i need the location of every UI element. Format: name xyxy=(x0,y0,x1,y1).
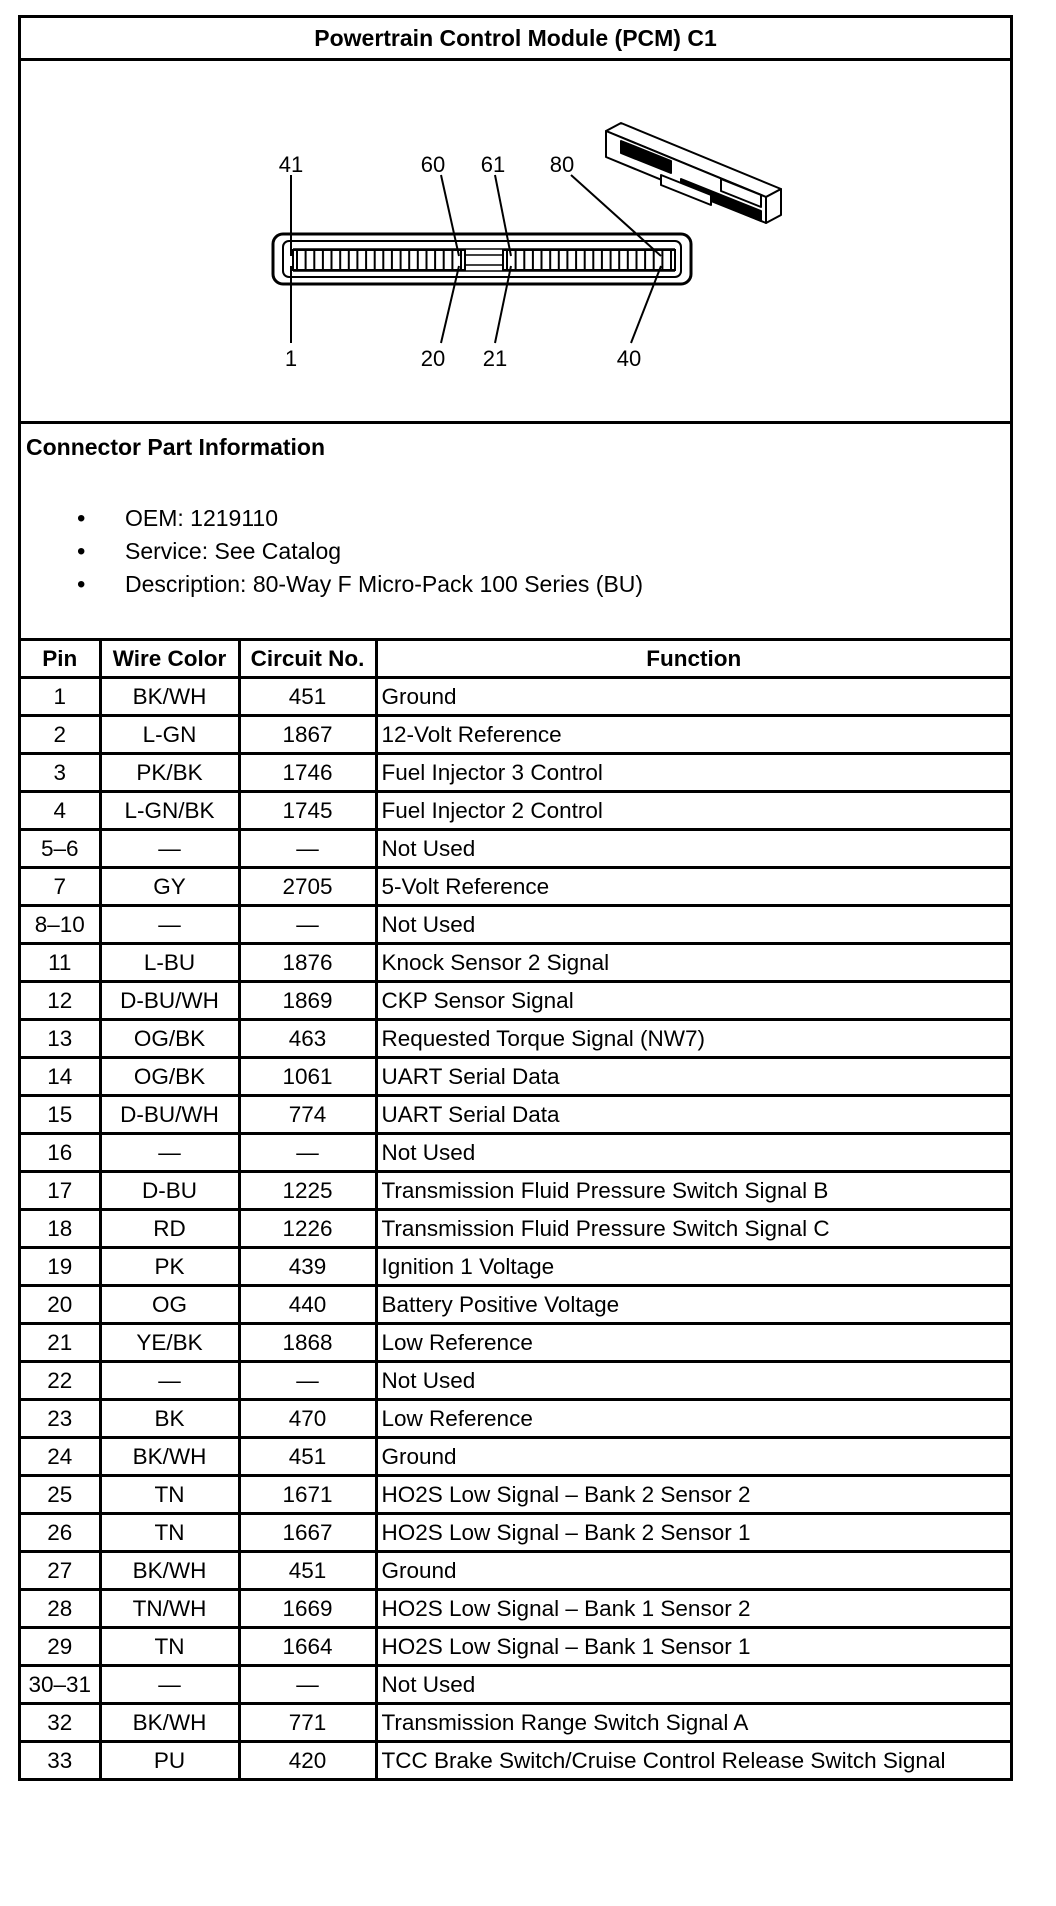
pinout-table xyxy=(21,641,1010,1778)
cell-wire-color: PU xyxy=(100,1742,239,1779)
cell-circuit-no: 1664 xyxy=(239,1628,376,1666)
cell-circuit-no: 1867 xyxy=(239,716,376,754)
cell-function: 5-Volt Reference xyxy=(376,868,1010,906)
cell-circuit-no: 463 xyxy=(239,1020,376,1058)
cell-wire-color: — xyxy=(100,1362,239,1400)
table-row xyxy=(21,1742,1010,1779)
cell-wire-color: BK/WH xyxy=(100,1552,239,1590)
cell-circuit-no: 451 xyxy=(239,1552,376,1590)
table-row xyxy=(21,906,1010,944)
cell-function: Not Used xyxy=(376,830,1010,868)
cell-function: Transmission Range Switch Signal A xyxy=(376,1704,1010,1742)
cell-circuit-no: 440 xyxy=(239,1286,376,1324)
cell-circuit-no: 1669 xyxy=(239,1590,376,1628)
cell-circuit-no: 1876 xyxy=(239,944,376,982)
table-row xyxy=(21,1286,1010,1324)
table-row xyxy=(21,1324,1010,1362)
cell-function: Transmission Fluid Pressure Switch Signal B xyxy=(376,1172,1010,1210)
cell-pin: 21 xyxy=(21,1324,100,1362)
cell-function: Transmission Fluid Pressure Switch Signal C xyxy=(376,1210,1010,1248)
cell-circuit-no: 1869 xyxy=(239,982,376,1020)
pin-label-20: 20 xyxy=(420,346,446,371)
cell-wire-color: BK/WH xyxy=(100,1704,239,1742)
cell-wire-color: D-BU xyxy=(100,1172,239,1210)
cell-pin: 33 xyxy=(21,1742,100,1779)
cell-function: Low Reference xyxy=(376,1400,1010,1438)
connector-part-information xyxy=(21,424,1010,641)
pin-label-41: 41 xyxy=(278,152,304,177)
table-row xyxy=(21,1058,1010,1096)
cell-wire-color: — xyxy=(100,1666,239,1704)
pin-label-60: 60 xyxy=(420,152,446,177)
cell-pin: 13 xyxy=(21,1020,100,1058)
cell-circuit-no: 451 xyxy=(239,678,376,716)
table-row xyxy=(21,678,1010,716)
part-info-service: • Service: See Catalog xyxy=(21,535,643,568)
table-row xyxy=(21,1248,1010,1286)
cell-wire-color: PK/BK xyxy=(100,754,239,792)
header-circuit-no: Circuit No. xyxy=(239,641,376,678)
cell-circuit-no: — xyxy=(239,1362,376,1400)
cell-pin: 22 xyxy=(21,1362,100,1400)
header-wire-color: Wire Color xyxy=(100,641,239,678)
cell-function: Low Reference xyxy=(376,1324,1010,1362)
table-row xyxy=(21,1514,1010,1552)
cell-function: Ground xyxy=(376,1552,1010,1590)
table-row xyxy=(21,1020,1010,1058)
cell-circuit-no: — xyxy=(239,1134,376,1172)
cell-function: Knock Sensor 2 Signal xyxy=(376,944,1010,982)
cell-circuit-no: 1745 xyxy=(239,792,376,830)
cell-circuit-no: 1061 xyxy=(239,1058,376,1096)
table-row xyxy=(21,1400,1010,1438)
cell-wire-color: TN xyxy=(100,1628,239,1666)
table-row xyxy=(21,944,1010,982)
cell-wire-color: PK xyxy=(100,1248,239,1286)
part-info-oem: • OEM: 1219110 xyxy=(21,502,643,535)
cell-pin: 15 xyxy=(21,1096,100,1134)
cell-wire-color: D-BU/WH xyxy=(100,1096,239,1134)
cell-circuit-no: 1225 xyxy=(239,1172,376,1210)
cell-pin: 14 xyxy=(21,1058,100,1096)
cell-pin: 17 xyxy=(21,1172,100,1210)
pin-label-80: 80 xyxy=(549,152,575,177)
cell-circuit-no: 470 xyxy=(239,1400,376,1438)
pin-row-left xyxy=(297,251,461,269)
cell-wire-color: TN xyxy=(100,1514,239,1552)
cell-pin: 1 xyxy=(21,678,100,716)
cell-pin: 5–6 xyxy=(21,830,100,868)
cell-function: Ignition 1 Voltage xyxy=(376,1248,1010,1286)
cell-function: UART Serial Data xyxy=(376,1096,1010,1134)
cell-function: 12-Volt Reference xyxy=(376,716,1010,754)
cell-circuit-no: 1226 xyxy=(239,1210,376,1248)
cell-function: Not Used xyxy=(376,1362,1010,1400)
table-row xyxy=(21,1590,1010,1628)
cell-function: Fuel Injector 3 Control xyxy=(376,754,1010,792)
cell-wire-color: L-BU xyxy=(100,944,239,982)
pinout-sheet xyxy=(18,15,1013,1781)
cell-function: Not Used xyxy=(376,906,1010,944)
cell-function: HO2S Low Signal – Bank 2 Sensor 1 xyxy=(376,1514,1010,1552)
cell-wire-color: — xyxy=(100,906,239,944)
cell-pin: 26 xyxy=(21,1514,100,1552)
table-body xyxy=(21,678,1010,1779)
cell-pin: 12 xyxy=(21,982,100,1020)
cell-pin: 27 xyxy=(21,1552,100,1590)
cell-wire-color: OG/BK xyxy=(100,1058,239,1096)
cell-function: TCC Brake Switch/Cruise Control Release Switch Signal xyxy=(376,1742,1010,1779)
cell-pin: 25 xyxy=(21,1476,100,1514)
pin-leader-lines xyxy=(291,175,661,343)
cell-pin: 28 xyxy=(21,1590,100,1628)
cell-pin: 24 xyxy=(21,1438,100,1476)
cell-circuit-no: 774 xyxy=(239,1096,376,1134)
cell-function: HO2S Low Signal – Bank 1 Sensor 1 xyxy=(376,1628,1010,1666)
cell-function: CKP Sensor Signal xyxy=(376,982,1010,1020)
table-row xyxy=(21,1628,1010,1666)
pin-label-21: 21 xyxy=(482,346,508,371)
cell-function: Ground xyxy=(376,678,1010,716)
cell-circuit-no: 1671 xyxy=(239,1476,376,1514)
cell-wire-color: — xyxy=(100,1134,239,1172)
table-row xyxy=(21,792,1010,830)
connector-diagram xyxy=(21,61,1010,424)
cell-circuit-no: 1868 xyxy=(239,1324,376,1362)
table-row xyxy=(21,1172,1010,1210)
cell-pin: 19 xyxy=(21,1248,100,1286)
table-row xyxy=(21,1476,1010,1514)
table-row xyxy=(21,1704,1010,1742)
pin-label-1: 1 xyxy=(284,346,298,371)
cell-function: HO2S Low Signal – Bank 1 Sensor 2 xyxy=(376,1590,1010,1628)
cell-wire-color: TN xyxy=(100,1476,239,1514)
cell-circuit-no: 451 xyxy=(239,1438,376,1476)
cell-function: Battery Positive Voltage xyxy=(376,1286,1010,1324)
cell-wire-color: GY xyxy=(100,868,239,906)
cell-wire-color: BK xyxy=(100,1400,239,1438)
cell-pin: 3 xyxy=(21,754,100,792)
cell-pin: 2 xyxy=(21,716,100,754)
connector-side-view xyxy=(606,123,781,223)
cell-circuit-no: 2705 xyxy=(239,868,376,906)
cell-pin: 16 xyxy=(21,1134,100,1172)
table-row xyxy=(21,716,1010,754)
cell-pin: 30–31 xyxy=(21,1666,100,1704)
table-row xyxy=(21,868,1010,906)
pin-row-right xyxy=(507,251,671,269)
table-header-row xyxy=(21,641,1010,678)
cell-function: UART Serial Data xyxy=(376,1058,1010,1096)
table-row xyxy=(21,1552,1010,1590)
cell-wire-color: OG xyxy=(100,1286,239,1324)
header-function: Function xyxy=(376,641,1010,678)
cell-circuit-no: — xyxy=(239,906,376,944)
part-info-list xyxy=(21,502,643,601)
cell-wire-color: BK/WH xyxy=(100,678,239,716)
cell-function: Fuel Injector 2 Control xyxy=(376,792,1010,830)
cell-wire-color: — xyxy=(100,830,239,868)
cell-pin: 23 xyxy=(21,1400,100,1438)
table-row xyxy=(21,1666,1010,1704)
sheet-title: Powertrain Control Module (PCM) C1 xyxy=(21,18,1010,61)
cell-wire-color: YE/BK xyxy=(100,1324,239,1362)
cell-circuit-no: 771 xyxy=(239,1704,376,1742)
table-row xyxy=(21,754,1010,792)
part-info-description: • Description: 80-Way F Micro-Pack 100 Series (BU) xyxy=(21,568,643,601)
cell-function: Ground xyxy=(376,1438,1010,1476)
cell-pin: 8–10 xyxy=(21,906,100,944)
table-row xyxy=(21,1362,1010,1400)
cell-wire-color: BK/WH xyxy=(100,1438,239,1476)
cell-function: HO2S Low Signal – Bank 2 Sensor 2 xyxy=(376,1476,1010,1514)
cell-circuit-no: 439 xyxy=(239,1248,376,1286)
cell-pin: 7 xyxy=(21,868,100,906)
table-row xyxy=(21,1134,1010,1172)
cell-wire-color: L-GN/BK xyxy=(100,792,239,830)
header-pin: Pin xyxy=(21,641,100,678)
cell-pin: 18 xyxy=(21,1210,100,1248)
cell-function: Not Used xyxy=(376,1666,1010,1704)
cell-function: Requested Torque Signal (NW7) xyxy=(376,1020,1010,1058)
cell-pin: 4 xyxy=(21,792,100,830)
table-row xyxy=(21,1096,1010,1134)
cell-circuit-no: 1667 xyxy=(239,1514,376,1552)
cell-wire-color: D-BU/WH xyxy=(100,982,239,1020)
connector-illustration xyxy=(21,61,1010,421)
cell-wire-color: TN/WH xyxy=(100,1590,239,1628)
table-row xyxy=(21,1438,1010,1476)
cell-circuit-no: — xyxy=(239,830,376,868)
cell-wire-color: RD xyxy=(100,1210,239,1248)
pin-label-61: 61 xyxy=(480,152,506,177)
cell-circuit-no: 420 xyxy=(239,1742,376,1779)
pin-label-40: 40 xyxy=(616,346,642,371)
cell-pin: 29 xyxy=(21,1628,100,1666)
cell-wire-color: OG/BK xyxy=(100,1020,239,1058)
cell-pin: 11 xyxy=(21,944,100,982)
cell-pin: 32 xyxy=(21,1704,100,1742)
cell-pin: 20 xyxy=(21,1286,100,1324)
table-row xyxy=(21,982,1010,1020)
cell-circuit-no: 1746 xyxy=(239,754,376,792)
cell-circuit-no: — xyxy=(239,1666,376,1704)
table-row xyxy=(21,1210,1010,1248)
cell-function: Not Used xyxy=(376,1134,1010,1172)
table-row xyxy=(21,830,1010,868)
cell-wire-color: L-GN xyxy=(100,716,239,754)
part-info-heading: Connector Part Information xyxy=(26,434,326,460)
